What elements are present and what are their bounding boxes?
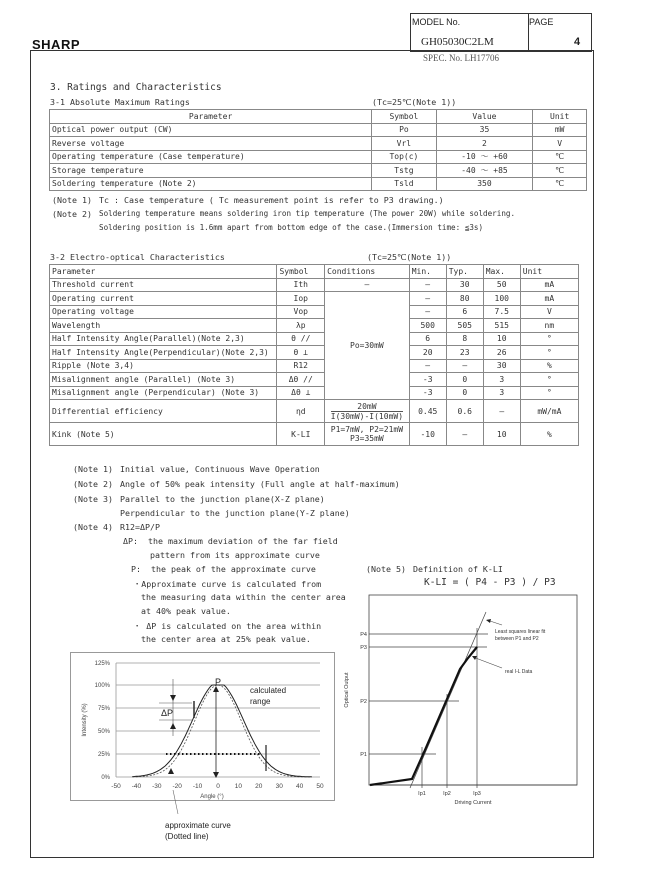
caption-pointer: [60, 790, 260, 850]
eo-note4-bullet1b: the measuring data within the center area: [141, 592, 346, 602]
cell-parameter: Soldering temperature (Note 2): [50, 177, 372, 191]
fraction-numerator: 20mW: [331, 402, 403, 412]
table-row: [50, 386, 579, 400]
fraction-denominator: I(30mW)-I(10mW): [330, 411, 404, 421]
page-number: 4: [574, 36, 581, 48]
x-tick: 50: [316, 783, 324, 790]
eo-note1-text: Initial value, Continuous Wave Operation: [120, 464, 320, 474]
cell-min: –: [409, 305, 446, 319]
cell-parameter: Half Intensity Angle(Parallel)(Note 2,3): [50, 332, 277, 346]
cell-parameter: Differential efficiency: [50, 400, 277, 423]
cell-unit: mA: [520, 278, 578, 292]
cell-unit: %: [520, 359, 578, 373]
fit-label-1: Least squares linear fit: [495, 629, 546, 635]
cell-unit: mW: [533, 123, 587, 137]
eo-note2-text: Angle of 50% peak intensity (Full angle at half-maximum): [120, 479, 400, 489]
x-tick: 40: [295, 783, 304, 790]
label-dp: ΔP: [161, 708, 174, 718]
y-labels: [360, 632, 367, 758]
table-row: [50, 137, 587, 151]
x-tick: 20: [255, 783, 263, 790]
cell-parameter: Operating current: [50, 292, 277, 306]
eo-note5-formula: K-LI = ( P4 - P3 ) / P3: [424, 577, 556, 588]
cell-parameter: Storage temperature: [50, 164, 372, 178]
cell-typ: –: [446, 359, 483, 373]
model-label: MODEL No.: [412, 17, 461, 27]
x-label-ip2: Ip2: [443, 791, 451, 797]
cell-parameter: Misalignment angle (Perpendicular) (Note 3): [50, 386, 277, 400]
caption-line-2: (Dotted line): [165, 832, 209, 841]
cell-symbol: Ith: [277, 278, 325, 292]
table-row: [50, 346, 579, 360]
cell-unit: V: [520, 305, 578, 319]
cell-parameter: Half Intensity Angle(Perpendicular)(Note 2,3): [50, 346, 277, 360]
cell-max: 30: [483, 359, 520, 373]
eo-note4-formula: R12=ΔP/P: [120, 522, 160, 532]
cell-value: 2: [436, 137, 533, 151]
cell-parameter: Optical power output (CW): [50, 123, 372, 137]
x-tick: -10: [192, 783, 203, 790]
cell-min: -3: [409, 386, 446, 400]
cell-symbol: Top(c): [372, 150, 436, 164]
abs-ratings-title: 3-1 Absolute Maximum Ratings: [50, 97, 190, 107]
table-row: [50, 150, 587, 164]
x-tick: -30: [152, 783, 162, 790]
x-tick: 10: [234, 783, 243, 790]
condition-line-2: P3=35mW: [350, 434, 384, 443]
condition-line-1: P1=7mW, P2=21mW: [330, 425, 404, 434]
note2-text-1: Soldering temperature means soldering iron tip temperature (The power 20W) while soldering.: [99, 209, 516, 218]
col-conditions: Conditions: [325, 265, 410, 279]
arrow-down-icon: [170, 695, 176, 701]
cell-typ: 8: [446, 332, 483, 346]
cell-conditions-merged: Po=30mW: [325, 292, 410, 400]
label-range-1: calculated: [250, 686, 287, 695]
table-row: [50, 278, 579, 292]
cell-symbol: Po: [372, 123, 436, 137]
x-label-ip3: Ip3: [473, 791, 481, 797]
cell-symbol: θ ⊥: [277, 346, 325, 360]
data-label: real I-L Data: [505, 669, 533, 675]
table-row: [50, 332, 579, 346]
eo-note5-text: Definition of K-LI: [413, 564, 503, 574]
x-tick: 30: [275, 783, 283, 790]
cell-symbol: Δθ ⊥: [277, 386, 325, 400]
data-pointer: [473, 657, 502, 668]
label-p: P: [215, 677, 222, 687]
col-value: Value: [436, 110, 533, 124]
cell-parameter: Kink (Note 5): [50, 423, 277, 446]
x-label-ip1: Ip1: [418, 791, 426, 797]
eo-note4-bullet1: ・Approximate curve is calculated from: [133, 579, 322, 589]
cell-unit: °: [520, 332, 578, 346]
cell-max: 7.5: [483, 305, 520, 319]
eo-note4-dp: ΔP: the maximum deviation of the far field: [123, 536, 338, 546]
y-axis-label: Optical Output: [344, 672, 350, 708]
table-row: [50, 123, 587, 137]
cell-max: 50: [483, 278, 520, 292]
cell-min: 6: [409, 332, 446, 346]
cell-unit: V: [533, 137, 587, 151]
col-symbol: Symbol: [277, 265, 325, 279]
cell-symbol: ηd: [277, 400, 325, 423]
abs-max-ratings-table: [49, 109, 587, 191]
y-label-p4: P4: [360, 632, 367, 638]
y-tick-labels: [95, 661, 111, 781]
cell-max: 3: [483, 373, 520, 387]
cell-conditions: –: [325, 278, 410, 292]
cell-max: 3: [483, 386, 520, 400]
cell-max: 10: [483, 423, 520, 446]
x-labels: [418, 791, 481, 797]
cell-typ: 23: [446, 346, 483, 360]
page-label: PAGE: [529, 17, 554, 27]
cell-symbol: R12: [277, 359, 325, 373]
cell-max: 100: [483, 292, 520, 306]
cell-typ: 0.6: [446, 400, 483, 423]
eo-note3-text-b: Perpendicular to the junction plane(Y-Z plane): [120, 508, 350, 518]
x-tick-labels: [111, 783, 324, 790]
fit-label-2: between P1 and P2: [495, 636, 539, 642]
table-header-row: [50, 265, 579, 279]
cell-min: 0.45: [409, 400, 446, 423]
y-tick: 100%: [94, 683, 110, 689]
x-axis-label: Angle (°): [200, 794, 224, 800]
eo-note1-label: (Note 1): [73, 464, 113, 474]
chart-border: [71, 653, 335, 801]
cell-parameter: Misalignment angle (Parallel) (Note 3): [50, 373, 277, 387]
caption-line-1: approximate curve: [165, 821, 231, 830]
note1-text: Tc : Case temperature ( Tc measurement point is refer to P3 drawing.): [99, 195, 444, 205]
section-title: 3. Ratings and Characteristics: [50, 82, 222, 93]
fraction: [331, 402, 403, 421]
table-header-row: [50, 110, 587, 124]
cell-typ: –: [446, 423, 483, 446]
chart-border: [369, 595, 577, 785]
col-parameter: Parameter: [50, 265, 277, 279]
y-label-p1: P1: [360, 752, 367, 758]
cell-symbol: Tstg: [372, 164, 436, 178]
eo-note4-bullet2: ・ ΔP is calculated on the area within: [133, 621, 322, 631]
model-number: GH05030C2LM: [421, 36, 494, 48]
far-field-chart: [70, 652, 335, 802]
col-typ: Typ.: [446, 265, 483, 279]
cell-symbol: K-LI: [277, 423, 325, 446]
col-unit: Unit: [533, 110, 587, 124]
cell-parameter: Reverse voltage: [50, 137, 372, 151]
cell-min: –: [409, 278, 446, 292]
spec-number: SPEC. No. LH17706: [423, 53, 500, 63]
cell-unit: ℃: [533, 177, 587, 191]
table-row: [50, 305, 579, 319]
cell-symbol: Tsld: [372, 177, 436, 191]
sharp-logo: SHARP: [32, 37, 81, 52]
cell-symbol: Vrl: [372, 137, 436, 151]
col-symbol: Symbol: [372, 110, 436, 124]
cell-typ: 0: [446, 386, 483, 400]
cell-value: 350: [436, 177, 533, 191]
cell-symbol: Iop: [277, 292, 325, 306]
x-tick: 0: [216, 783, 220, 790]
eo-title: 3-2 Electro-optical Characteristics: [50, 252, 225, 262]
cell-value: -10 〜 +60: [436, 150, 533, 164]
table-row: [50, 319, 579, 333]
table-row: [50, 292, 579, 306]
y-tick: 50%: [97, 729, 110, 735]
cell-typ: 505: [446, 319, 483, 333]
y-tick: 125%: [94, 661, 110, 667]
arrow-icon: [486, 619, 491, 623]
cell-parameter: Ripple (Note 3,4): [50, 359, 277, 373]
cell-min: -3: [409, 373, 446, 387]
x-tick: -50: [111, 783, 121, 790]
cell-symbol: Δθ //: [277, 373, 325, 387]
reference-lines: [369, 628, 488, 788]
cell-unit: nm: [520, 319, 578, 333]
y-label-p3: P3: [360, 645, 367, 651]
y-tick: 25%: [97, 752, 110, 758]
cell-unit: °: [520, 386, 578, 400]
cell-symbol: θ //: [277, 332, 325, 346]
abs-ratings-condition: (Tc=25℃(Note 1)): [372, 97, 457, 107]
eo-note4-p: P: the peak of the approximate curve: [131, 564, 316, 574]
cell-max: 515: [483, 319, 520, 333]
x-axis-label: Driving Current: [454, 800, 492, 806]
note2-label: (Note 2): [52, 209, 92, 219]
linear-fit-line: [410, 612, 486, 788]
note1-label: (Note 1): [52, 195, 92, 205]
cell-conditions: [325, 423, 410, 446]
cell-min: –: [409, 292, 446, 306]
cell-max: 10: [483, 332, 520, 346]
cell-parameter: Wavelength: [50, 319, 277, 333]
x-tick: -20: [172, 783, 182, 790]
cell-min: 500: [409, 319, 446, 333]
eo-note4-dp2: pattern from its approximate curve: [150, 550, 320, 560]
cell-min: 20: [409, 346, 446, 360]
x-tick: -40: [131, 783, 142, 790]
col-min: Min.: [409, 265, 446, 279]
cell-max: –: [483, 400, 520, 423]
cell-unit: ℃: [533, 150, 587, 164]
eo-note3-label: (Note 3): [73, 494, 113, 504]
kink-chart: [340, 590, 580, 820]
y-tick: 0%: [101, 775, 110, 781]
y-label-p2: P2: [360, 699, 367, 705]
eo-note5-label: (Note 5): [366, 564, 406, 574]
cell-unit: °: [520, 373, 578, 387]
cell-unit: °: [520, 346, 578, 360]
cell-typ: 30: [446, 278, 483, 292]
cell-unit: mA: [520, 292, 578, 306]
y-axis-label: Intensity (%): [82, 703, 88, 737]
y-tick: 75%: [97, 706, 110, 712]
cell-value: -40 〜 +85: [436, 164, 533, 178]
cell-min: –: [409, 359, 446, 373]
cell-min: -10: [409, 423, 446, 446]
label-range-2: range: [250, 697, 271, 706]
cell-unit: mW/mA: [520, 400, 578, 423]
eo-note3-text-a: Parallel to the junction plane(X-Z plane): [120, 494, 325, 504]
table-row: [50, 359, 579, 373]
table-row: [50, 400, 579, 423]
cell-typ: 80: [446, 292, 483, 306]
arrow-up-icon: [168, 768, 174, 774]
cell-conditions: [325, 400, 410, 423]
cell-symbol: λp: [277, 319, 325, 333]
table-row: [50, 177, 587, 191]
table-row: [50, 164, 587, 178]
col-parameter: Parameter: [50, 110, 372, 124]
cell-typ: 6: [446, 305, 483, 319]
eo-note2-label: (Note 2): [73, 479, 113, 489]
cell-parameter: Operating voltage: [50, 305, 277, 319]
col-unit: Unit: [520, 265, 578, 279]
cell-parameter: Threshold current: [50, 278, 277, 292]
cell-unit: %: [520, 423, 578, 446]
electro-optical-table: [49, 264, 579, 446]
cell-unit: ℃: [533, 164, 587, 178]
cell-value: 35: [436, 123, 533, 137]
table-row: [50, 423, 579, 446]
eo-note4-bullet2b: the center area at 25% peak value.: [141, 634, 311, 644]
eo-note4-bullet1c: at 40% peak value.: [141, 606, 231, 616]
table-row: [50, 373, 579, 387]
arrow-up-icon: [170, 723, 176, 729]
col-max: Max.: [483, 265, 520, 279]
note2-text-2: Soldering position is 1.6mm apart from bottom edge of the case.(Immersion time: ≦3s): [99, 223, 484, 232]
il-data-curve: [370, 647, 477, 785]
cell-symbol: Vop: [277, 305, 325, 319]
annotations: [495, 629, 546, 675]
cell-parameter: Operating temperature (Case temperature): [50, 150, 372, 164]
eo-condition: (Tc=25℃(Note 1)): [367, 252, 452, 262]
cell-typ: 0: [446, 373, 483, 387]
eo-note4-label: (Note 4): [73, 522, 113, 532]
cell-max: 26: [483, 346, 520, 360]
